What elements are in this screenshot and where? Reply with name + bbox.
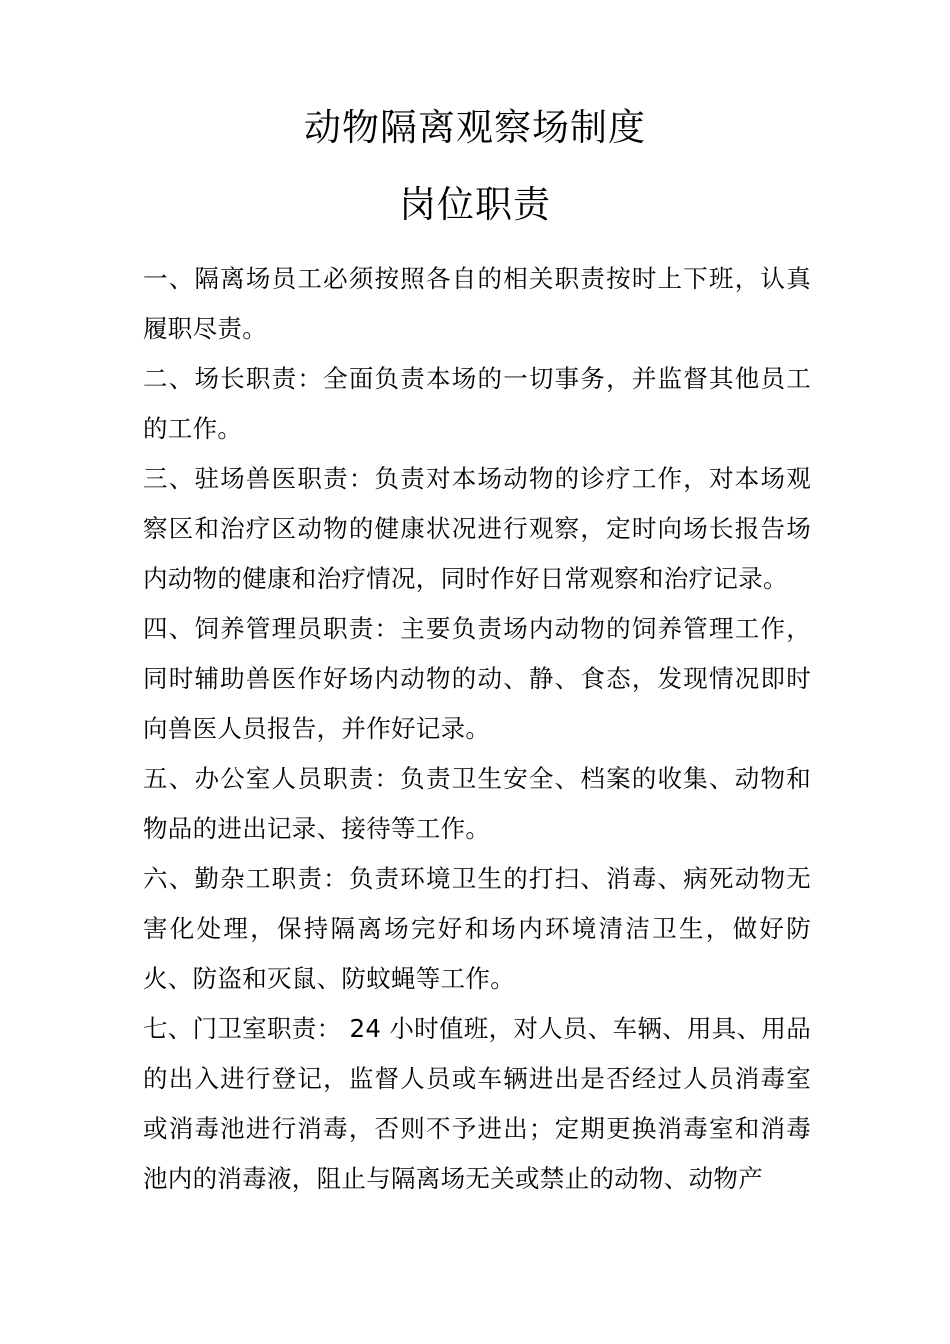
paragraph-1: 一、隔离场员工必须按照各自的相关职责按时上下班，认真履职尽责。 bbox=[143, 264, 811, 343]
paragraph-7: 七、门卫室职责： 24 小时值班，对人员、车辆、用具、用品的出入进行登记，监督人员或车辆进出是否经过人员消毒室或消毒池进行消毒，否则不予进出；定期更换消毒室和消毒池内的消毒液，阻止与隔离场无关或禁止的动物、动物产 bbox=[143, 1014, 811, 1193]
paragraph-4: 四、饲养管理员职责：主要负责场内动物的饲养管理工作，同时辅助兽医作好场内动物的动、静、食态，发现情况即时向兽医人员报告，并作好记录。 bbox=[143, 614, 811, 743]
paragraph-2: 二、场长职责：全面负责本场的一切事务，并监督其他员工的工作。 bbox=[143, 364, 811, 443]
document-body bbox=[143, 254, 811, 1204]
document-title: 动物隔离观察场制度 bbox=[304, 106, 646, 149]
paragraph-5: 五、办公室人员职责：负责卫生安全、档案的收集、动物和物品的进出记录、接待等工作。 bbox=[143, 764, 811, 843]
paragraph-6: 六、勤杂工职责：负责环境卫生的打扫、消毒、病死动物无害化处理，保持隔离场完好和场内环境清洁卫生，做好防火、防盗和灭鼠、防蚊蝇等工作。 bbox=[143, 864, 811, 993]
document-subtitle: 岗位职责 bbox=[399, 183, 551, 226]
paragraph-3: 三、驻场兽医职责：负责对本场动物的诊疗工作，对本场观察区和治疗区动物的健康状况进行观察，定时向场长报告场内动物的健康和治疗情况，同时作好日常观察和治疗记录。 bbox=[143, 464, 811, 593]
